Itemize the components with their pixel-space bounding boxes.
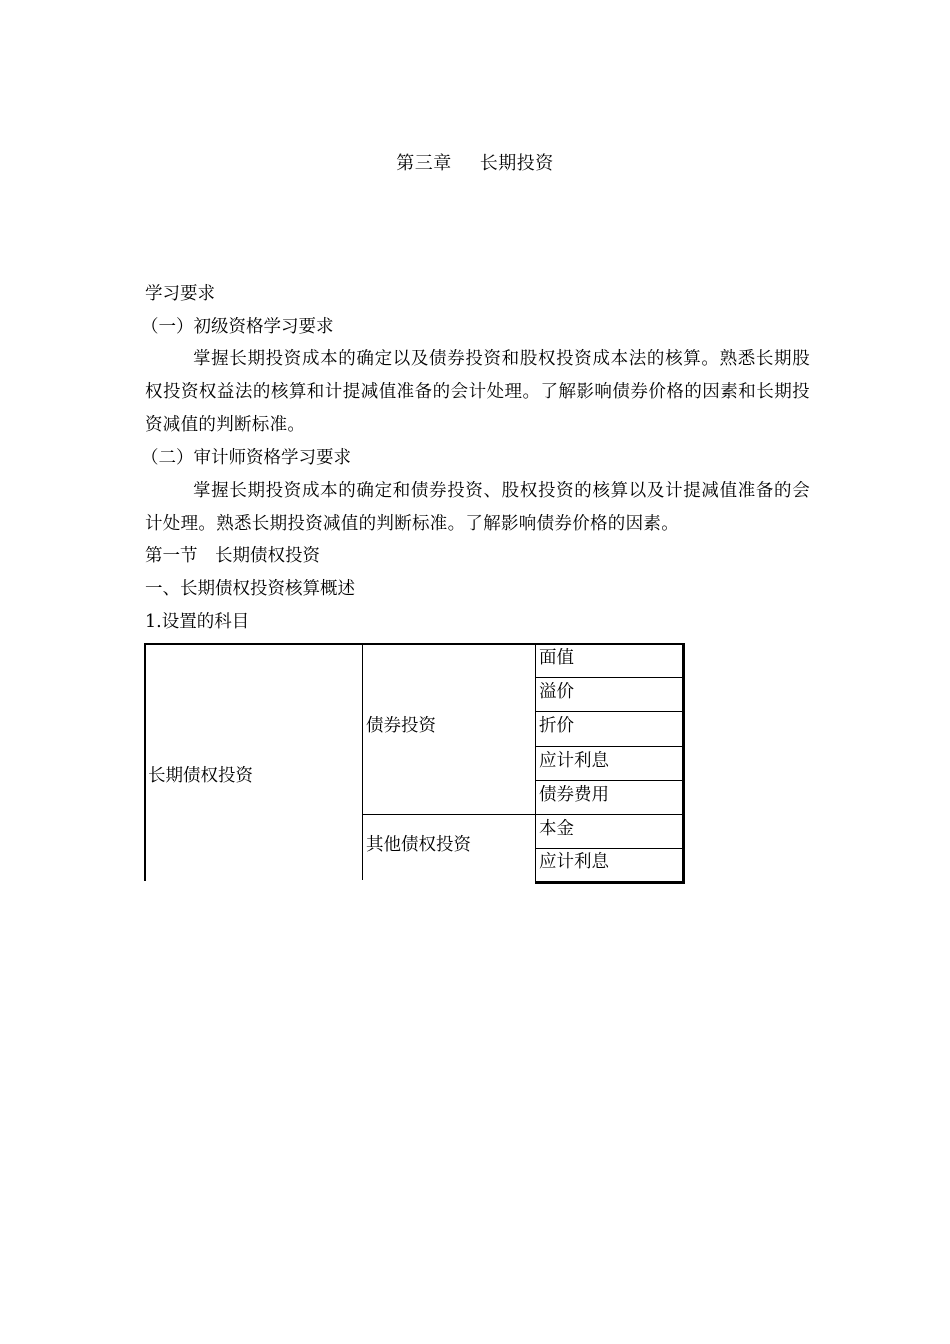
sub-account: 溢价 (539, 682, 574, 702)
section-item: 1.设置的科目 (145, 612, 250, 632)
root-account: 长期债权投资 (148, 766, 253, 786)
row-line (535, 814, 685, 815)
table-border-top (144, 643, 685, 645)
group-bond-investment: 债券投资 (366, 716, 436, 736)
sub-account: 应计利息 (539, 751, 609, 771)
section-subheading: 一、长期债权投资核算概述 (145, 579, 355, 599)
table-border-bottom (535, 881, 685, 884)
row-line (535, 711, 685, 712)
row-line (535, 677, 685, 678)
chapter-name: 长期投资 (479, 153, 554, 174)
group-other-debt-investment: 其他债权投资 (366, 835, 471, 855)
junior-requirements-heading: （一）初级资格学习要求 (141, 317, 334, 337)
sub-account: 折价 (539, 716, 574, 736)
chapter-number: 第三章 (396, 153, 452, 174)
account-table (144, 643, 685, 884)
auditor-requirements-heading: （二）审计师资格学习要求 (141, 448, 351, 468)
sub-account: 本金 (539, 819, 574, 839)
row-line (535, 780, 685, 781)
sub-account: 面值 (539, 648, 574, 668)
sub-account: 应计利息 (539, 852, 609, 872)
chapter-title (0, 149, 950, 175)
sub-account: 债券费用 (539, 785, 609, 805)
table-border-left (144, 643, 146, 881)
requirements-heading: 学习要求 (145, 284, 215, 304)
group-separator (362, 814, 536, 815)
auditor-requirements-text: 掌握长期投资成本的确定和债券投资、股权投资的核算以及计提减值准备的会计处理。熟悉长期投资减值的判断标准。了解影响债券价格的因素。 (145, 481, 810, 534)
section-heading: 第一节 长期债权投资 (145, 546, 320, 566)
junior-requirements-text: 掌握长期投资成本的确定以及债券投资和股权投资成本法的核算。熟悉长期股权投资权益法的核算和计提减值准备的会计处理。了解影响债券价格的因素和长期投资减值的判断标准。 (145, 349, 810, 435)
table-divider-1 (362, 643, 363, 880)
row-line (535, 746, 685, 747)
row-line (535, 848, 685, 849)
